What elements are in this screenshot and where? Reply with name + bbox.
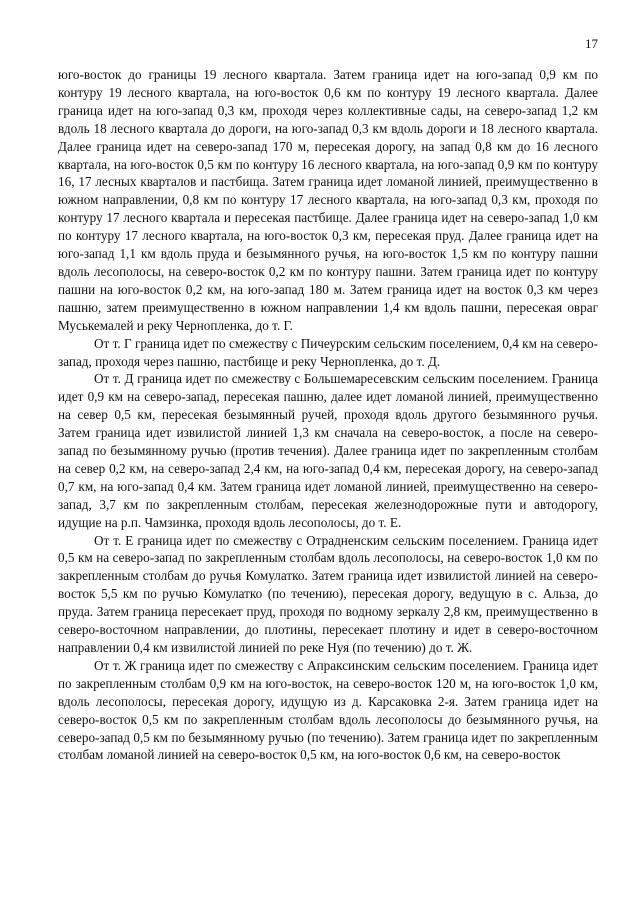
- paragraph-5: От т. Ж граница идет по смежеству с Апраксинским сельским поселением. Граница идет по закрепленным столбам 0,9 км на юго-восток, на северо-восток 120 м, на юго-восток 1,0 км, вдоль лесополосы, пересекая дорогу, идущую из д. Карсаковка 2-я. Затем граница идет на северо-восток 0,5 км по закрепленным столбам вдоль лесополосы до безымянного ручья, на северо-запад 0,5 км по безымянному ручью (по течению). Затем граница идет по закрепленным столбам ломаной линией на северо-восток 0,5 км, на юго-восток 0,6 км, на северо-восток: [58, 657, 598, 763]
- document-body: [58, 66, 598, 764]
- paragraph-3: От т. Д граница идет по смежеству с Большемаресевским сельским поселением. Граница идет 0,9 км на северо-запад, пересекая пашню, далее идет ломаной линией, преимущественно на север 0,5 км, пересекая безымянный ручей, проходя вдоль другого безымянного ручья. Затем граница идет извилистой линией 1,3 км сначала на северо-восток, а после на северо-запад по безымянному ручью (против течения). Далее граница идет по закрепленным столбам на север 0,2 км, на северо-запад 2,4 км, на юго-запад 0,4 км, пересекая дорогу, на северо-запад 0,7 км, на юго-запад 0,4 км. Затем граница идет ломаной линией, преимущественно на северо-запад, 3,7 км по закрепленным столбам, пересекая железнодорожные пути и автодорогу, идущие на р.п. Чамзинка, проходя вдоль лесополосы, до т. Е.: [58, 371, 598, 530]
- page-number: 17: [585, 36, 598, 51]
- paragraph-2: От т. Г граница идет по смежеству с Пичеурским сельским поселением, 0,4 км на северо-запад, проходя через пашню, пастбище и реку Чернопленка, до т. Д.: [58, 335, 598, 369]
- paragraph-1: юго-восток до границы 19 лесного квартала. Затем граница идет на юго-запад 0,9 км по контуру 19 лесного квартала, на юго-восток 0,6 км по контуру 19 лесного квартала. Далее граница идет на юго-запад 0,3 км, проходя через коллективные сады, на северо-запад 1,2 км вдоль 18 лесного квартала до дороги, на юго-запад 0,3 км вдоль дороги и 18 лесного квартала. Далее граница идет на северо-запад 170 м, пересекая дорогу, на запад 0,8 км до 16 лесного квартала, на юго-восток 0,5 км по контуру 16 лесного квартала, на юго-запад 0,9 км по контуру 16, 17 лесных кварталов и пастбища. Затем граница идет ломаной линией, преимущественно в южном направлении, 0,8 км по контуру 17 лесного квартала, на юго-запад 0,3 км, проходя по контуру 17 лесного квартала и пересекая пастбище. Далее граница идет на северо-запад 1,0 км по контуру 17 лесного квартала, на юго-восток 0,3 км, пересекая пруд. Далее граница идет на юго-запад 1,1 км вдоль пруда и безымянного ручья, на юго-восток 1,5 км по контуру пашни вдоль лесополосы, на северо-восток 0,2 км по контуру пашни. Затем граница идет по контуру пашни на юго-восток 0,2 км, на юго-запад 180 м. Затем граница идет на восток 0,3 км через пашню, затем преимущественно в южном направлении 1,4 км вдоль пашни, пересекая овраг Муськемалей и реку Чернопленка, до т. Г.: [58, 67, 598, 333]
- paragraph-4: От т. Е граница идет по смежеству с Отрадненским сельским поселением. Граница идет 0,5 км на северо-запад по закрепленным столбам вдоль лесополосы, на северо-восток 1,0 км по закрепленным столбам до ручья Комулатко. Затем граница идет извилистой линией на северо-восток 5,5 км по ручью Комулатко (по течению), пересекая дорогу, ведущую в с. Альза, до пруда. Затем граница пересекает пруд, проходя по водному зеркалу 2,8 км, преимущественно в северо-восточном направлении, до плотины, пересекает плотину и идет в северо-восточном направлении 0,4 км извилистой линией по реке Нуя (по течению) до т. Ж.: [58, 532, 598, 655]
